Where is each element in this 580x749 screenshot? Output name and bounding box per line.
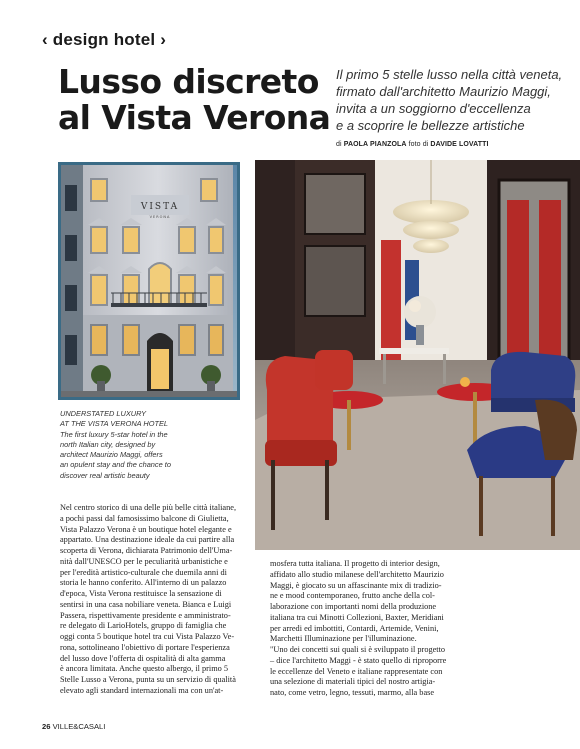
body-line: per l'eredità artistico-culturale che duemila anni di — [60, 567, 227, 577]
caption-line: AT THE VISTA VERONA HOTEL — [60, 419, 168, 429]
section-tag: ‹ design hotel › — [42, 30, 167, 49]
body-line: nato, come vetro, legno, tessuti, marmo, alla base — [270, 688, 435, 697]
byline — [336, 141, 489, 148]
byline-photo-prefix: foto di — [408, 141, 429, 148]
body-line: per arredi ed imbottiti, Contardi, Artemide, Venini, — [270, 623, 439, 633]
caption-line: The first luxury 5-star hotel in the — [60, 429, 168, 439]
caption-line: architect Maurizio Maggi, offers — [60, 450, 163, 460]
body-line: d'epoca, Vista Verona restituisce la sensazione di — [60, 589, 222, 598]
byline-photographer: DAVIDE LOVATTI — [430, 141, 489, 148]
standfirst — [336, 66, 576, 134]
interior-illustration — [255, 160, 580, 550]
body-line: nità dall'UNESCO per le peculiarità urbanistiche e — [60, 556, 228, 566]
body-line: Passera, rispettivamente presidente e amministrato- — [60, 610, 231, 620]
body-line: a pochi passi dal famosissimo balcone di Giulietta, — [60, 513, 229, 523]
body-line: le eccellenze del Veneto e italiane rappresentate con — [270, 666, 443, 676]
body-line: affidato allo studio milanese dell'architetto Maurizio — [270, 569, 444, 579]
body-line: sentirsi in una casa nobiliare veneta. Bianca e Luigi — [60, 599, 232, 609]
body-line: storia le hanno conferito. All'interno di un palazzo — [60, 578, 227, 588]
page-number: 26 — [42, 722, 51, 731]
body-line: Stelle Lusso a Verona, punta su un servizio di qualità — [60, 675, 236, 684]
body-line: re delegato di LarioHotels, gruppo di famiglia che — [60, 621, 227, 631]
body-line: elevato agli standard internazionali ma con un'at- — [60, 685, 224, 695]
body-line: è ancora limitata. Anche questo albergo, il primo 5 — [60, 664, 229, 674]
standfirst-line: invita a un soggiorno d'eccellenza — [336, 101, 531, 116]
body-line: ne e mood contemporaneo, frutto anche della col- — [270, 591, 435, 601]
body-line: Vista Palazzo Verona è un boutique hotel elegante e — [60, 524, 232, 534]
standfirst-line: firmato dall'architetto Maurizio Maggi, — [336, 84, 551, 99]
standfirst-line: Il primo 5 stelle lusso nella città veneta, — [336, 67, 563, 82]
caption-line: north Italian city, designed by — [60, 439, 156, 449]
headline — [58, 62, 331, 137]
body-line: Maggi, è giocato su un affascinante mix di tradizio- — [270, 580, 442, 590]
headline-line: Lusso discreto — [58, 62, 319, 101]
headline-line: al Vista Verona — [58, 98, 331, 137]
page-footer — [42, 722, 105, 731]
caption-line: an opulent stay and the chance to — [60, 460, 171, 470]
body-line: oggi conta 5 boutique hotel tra cui Vista Palazzo Ve- — [60, 632, 235, 641]
body-column-1 — [60, 503, 252, 697]
caption-line: discover real artistic beauty — [60, 470, 150, 480]
photo-caption — [60, 409, 240, 481]
facade-photo — [58, 162, 240, 400]
body-column-2 — [270, 559, 462, 699]
body-line: mosfera tutta italiana. Il progetto di interior design, — [270, 559, 440, 568]
body-line: laborazione con importanti nomi della produzione — [270, 602, 437, 611]
facade-sign-subtext: VERONA — [149, 215, 171, 219]
body-line: scoperta di Verona, dichiarata Patrimonio dell'Uma- — [60, 546, 233, 555]
facade-illustration — [61, 165, 237, 397]
caption-line: UNDERSTATED LUXURY — [60, 409, 147, 418]
body-line: – dice l'architetto Maggi - è stato quello di riproporre — [270, 655, 447, 665]
body-line: Nel centro storico di una delle più belle città italiane, — [60, 503, 237, 512]
body-line: una selezione di materiali tipici del nostro artigia- — [270, 677, 436, 687]
standfirst-line: e a scoprire le bellezze artistiche — [336, 118, 525, 133]
facade-sign-text: VISTA — [140, 202, 180, 212]
body-line: appartato. Una destinazione ideale da cui partire alla — [60, 535, 235, 545]
byline-prefix: di — [336, 141, 342, 148]
body-line: rona, sottolineano l'obiettivo di portare l'esperienza — [60, 642, 230, 652]
byline-author: PAOLA PIANZOLA — [343, 141, 407, 148]
interior-photo — [255, 160, 580, 550]
body-line: del lusso dove l'offerta di ospitalità di alta gamma — [60, 653, 226, 663]
body-line: italiana tra cui Minotti Collezioni, Baxter, Meridiani — [270, 612, 444, 622]
magazine-name: VILLE&CASALI — [52, 722, 106, 731]
body-line: Marchetti Illuminazione per l'illuminazione. — [270, 634, 417, 644]
body-line: "Uno dei concetti sui quali si è sviluppato il progetto — [270, 645, 446, 654]
